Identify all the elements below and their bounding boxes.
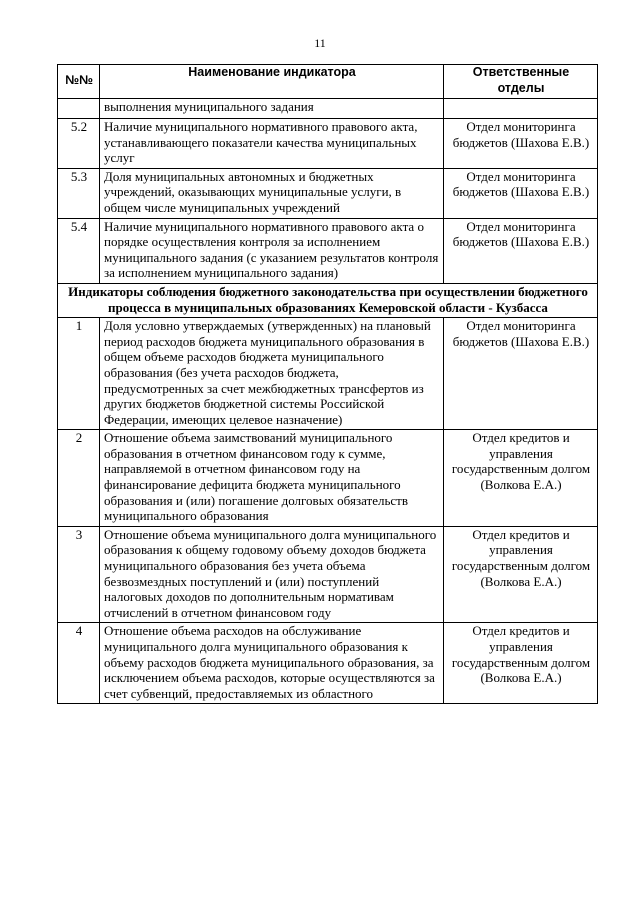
row-indicator-name: Отношение объема заимствований муниципального образования в отчетном финансовом году к сумме, направляемой в отчетном финансовом году на финансирование дефицита бюджета муниципального образования и (или) погашение долговых обязательств муниципального образования (100, 430, 444, 527)
header-departments-line2: отделы (497, 80, 545, 95)
table-row (58, 218, 598, 283)
table-row (58, 318, 598, 430)
row-indicator-name: Доля муниципальных автономных и бюджетных учреждений, оказывающих муниципальные услуги, в общем числе муниципальных учреждений (100, 168, 444, 218)
table-row (58, 168, 598, 218)
row-number: 1 (58, 318, 100, 430)
row-number: 4 (58, 623, 100, 704)
table-row (58, 623, 598, 704)
row-number: 5.4 (58, 218, 100, 283)
row-indicator-name: Доля условно утверждаемых (утвержденных) на плановый период расходов бюджета муниципального образования в общем объеме расходов бюджета муниципального образования (без учета расходов бюджета, предусмотренных за счет межбюджетных трансфертов из других бюджетов бюджетной системы Российской Федерации, имеющих целевое назначение) (100, 318, 444, 430)
table-row (58, 119, 598, 169)
row-department: Отдел мониторинга бюджетов (Шахова Е.В.) (444, 318, 598, 430)
table-header-row (58, 65, 598, 99)
row-number (58, 99, 100, 119)
row-indicator-name: Наличие муниципального нормативного правового акта, устанавливающего показатели качества муниципальных услуг (100, 119, 444, 169)
section-row (58, 283, 598, 317)
row-department: Отдел мониторинга бюджетов (Шахова Е.В.) (444, 168, 598, 218)
page-number: 11 (314, 36, 326, 50)
row-indicator-name: Отношение объема расходов на обслуживание муниципального долга муниципального образования к объему расходов бюджета муниципального образования, за исключением объема расходов, которые осуществляются за счет субвенций, предоставляемых из областного (100, 623, 444, 704)
section-title: Индикаторы соблюдения бюджетного законодательства при осуществлении бюджетного процесса в муниципальных образованиях Кемеровской области - Кузбасса (58, 283, 598, 317)
row-indicator-name: Наличие муниципального нормативного правового акта о порядке осуществления контроля за исполнением муниципального задания (с указанием результатов контроля за исполнением муниципального задания) (100, 218, 444, 283)
row-indicator-name: выполнения муниципального задания (100, 99, 444, 119)
row-department: Отдел кредитов и управления государственным долгом (Волкова Е.А.) (444, 526, 598, 623)
row-number: 5.3 (58, 168, 100, 218)
indicators-table (57, 64, 598, 704)
row-number: 3 (58, 526, 100, 623)
header-departments-line1: Ответственные (472, 65, 570, 79)
row-number: 2 (58, 430, 100, 527)
header-indicator-name: Наименование индикатора (100, 65, 444, 99)
header-responsible-departments (444, 65, 598, 99)
header-number: №№ (58, 65, 100, 99)
row-department: Отдел мониторинга бюджетов (Шахова Е.В.) (444, 119, 598, 169)
row-number: 5.2 (58, 119, 100, 169)
row-department: Отдел мониторинга бюджетов (Шахова Е.В.) (444, 218, 598, 283)
row-department: Отдел кредитов и управления государственным долгом (Волкова Е.А.) (444, 623, 598, 704)
row-department: Отдел кредитов и управления государственным долгом (Волкова Е.А.) (444, 430, 598, 527)
table-row (58, 99, 598, 119)
table-row (58, 526, 598, 623)
row-indicator-name: Отношение объема муниципального долга муниципального образования к общему годовому объему доходов бюджета муниципального образования без учета объема безвозмездных поступлений и (или) поступлений налоговых доходов по дополнительным нормативам отчислений в отчетном финансовом году (100, 526, 444, 623)
table-row (58, 430, 598, 527)
row-department (444, 99, 598, 119)
